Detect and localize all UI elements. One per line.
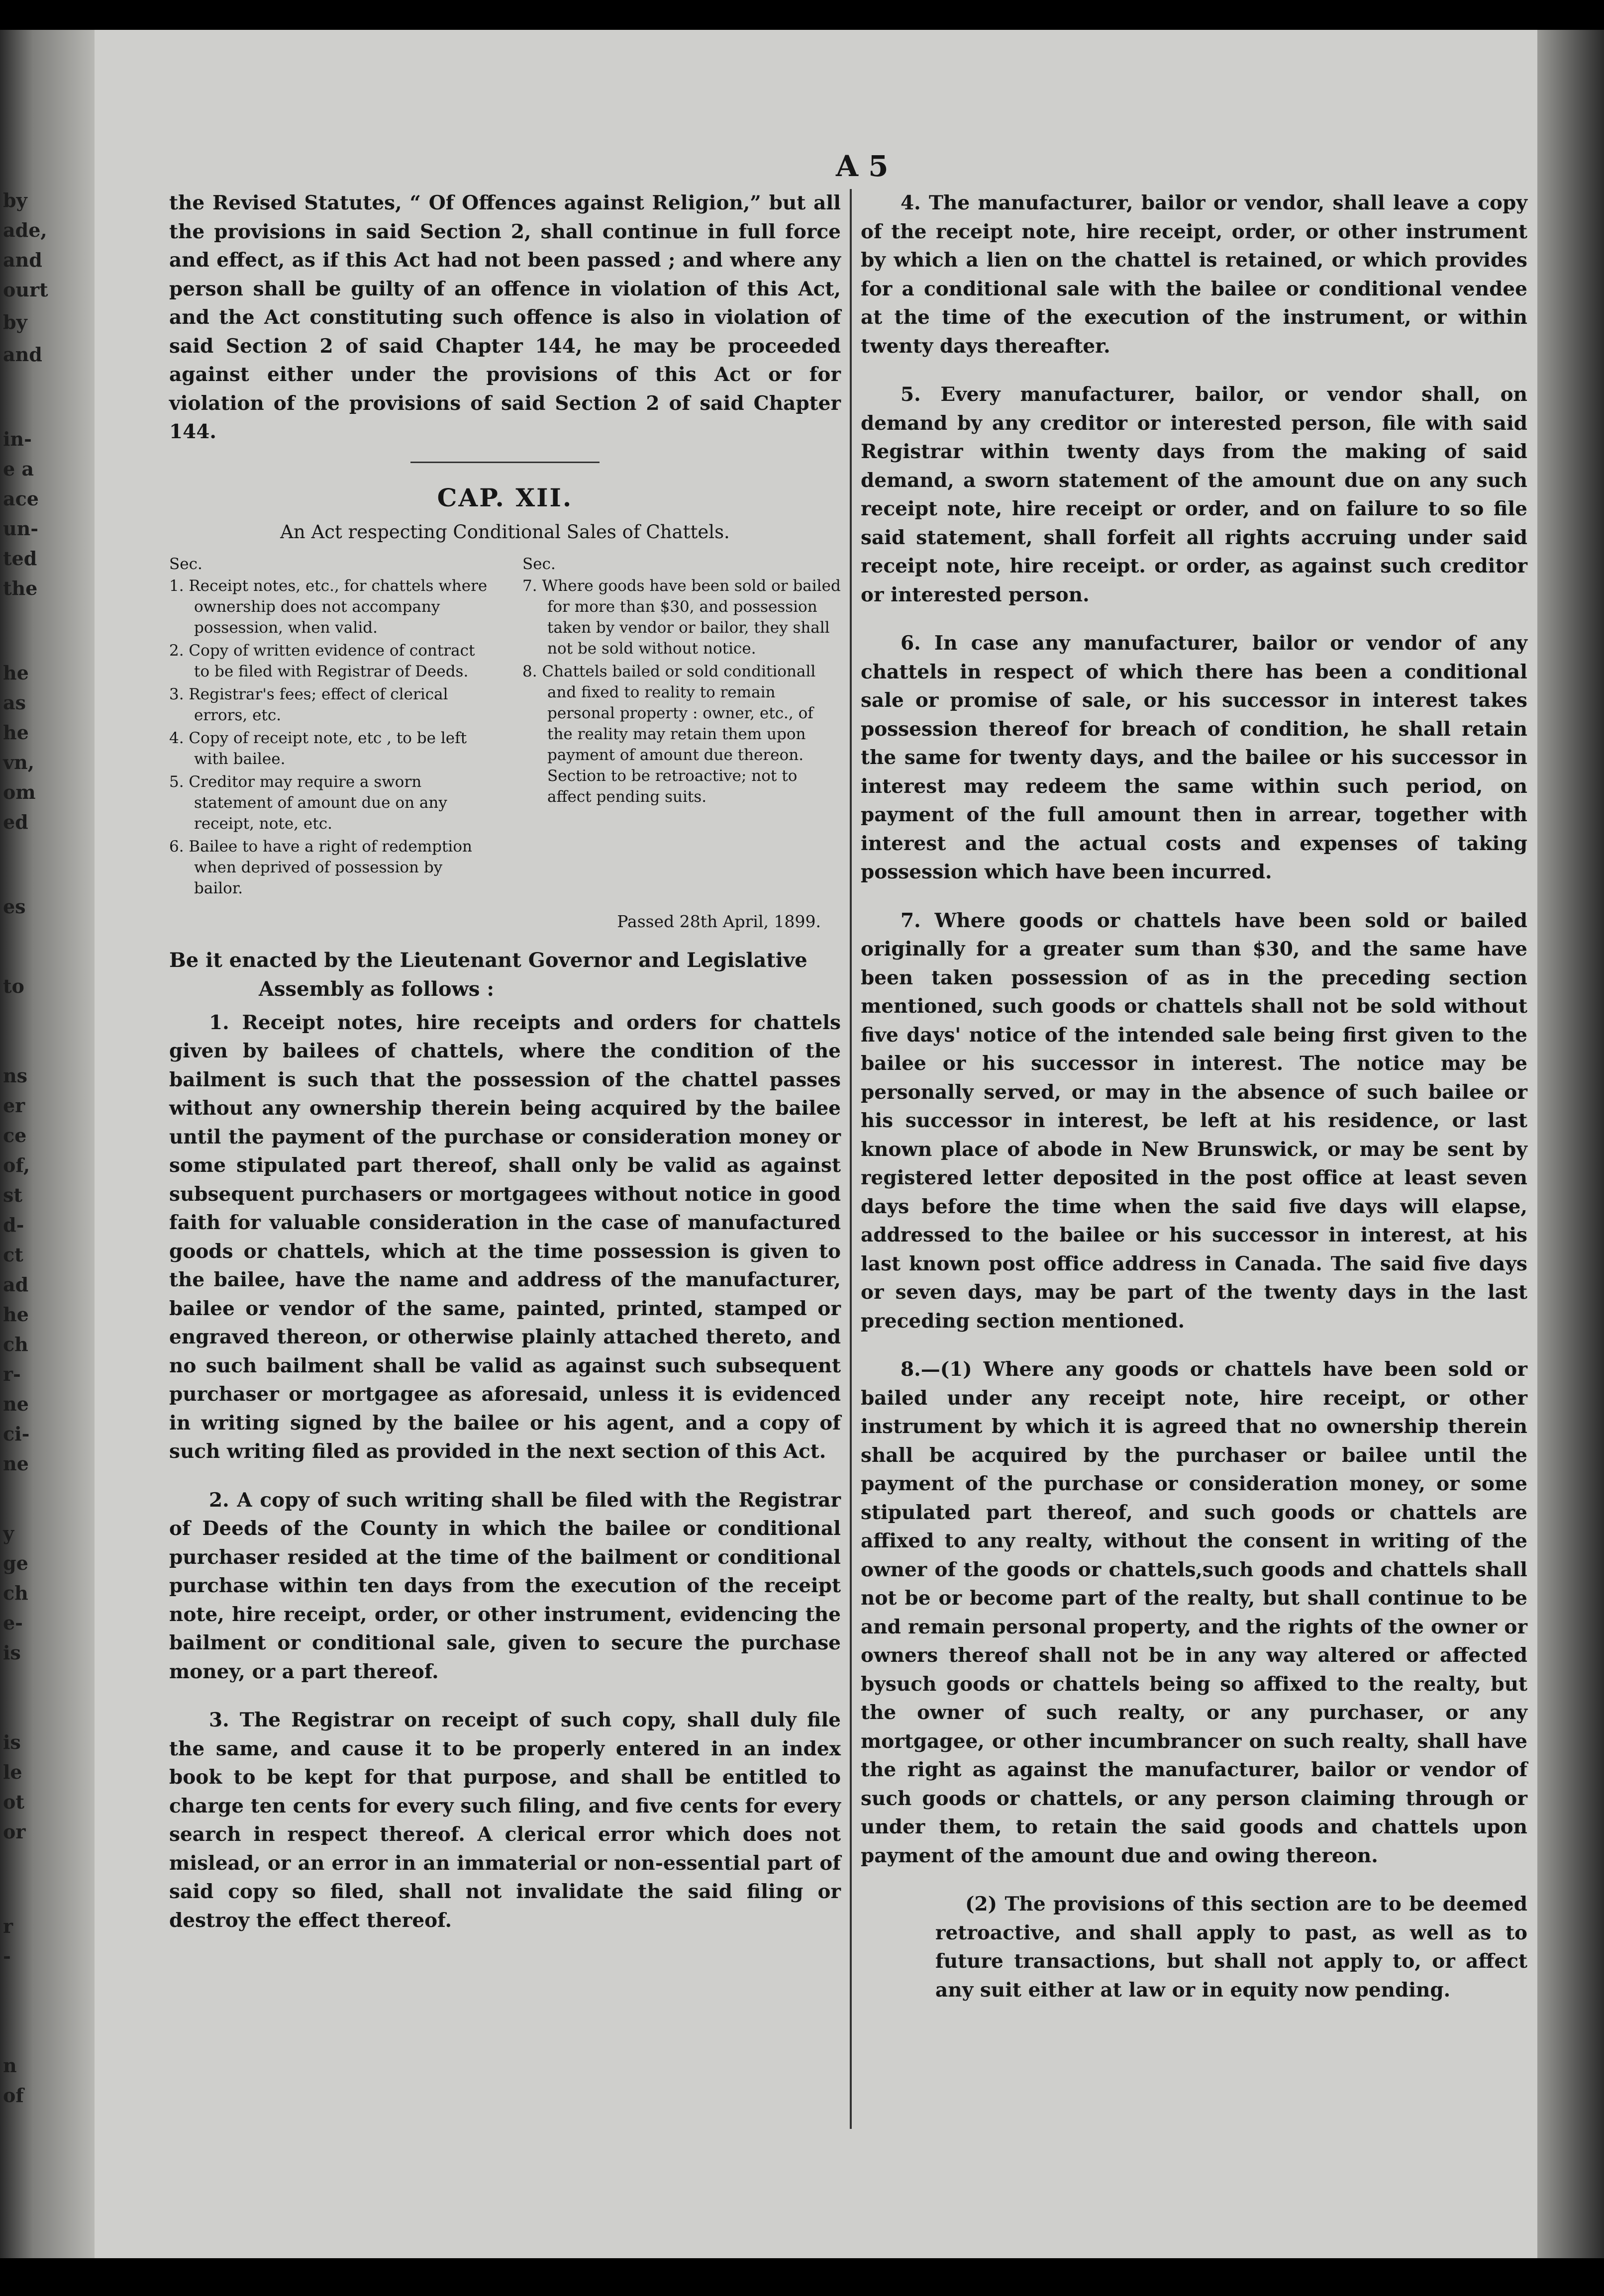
margin-fragment: is — [3, 1731, 21, 1753]
toc-item: 3. Registrar's fees; effect of clerical errors, etc. — [169, 685, 448, 724]
margin-fragment: or — [3, 1820, 26, 1843]
section-divider — [410, 462, 600, 463]
margin-fragment: le — [3, 1761, 22, 1783]
margin-fragment: ge — [3, 1552, 28, 1574]
margin-fragment: ot — [3, 1791, 24, 1813]
toc-item: 2. Copy of written evidence of contract to be filed with Registrar of Deeds. — [169, 641, 475, 680]
margin-fragment: st — [3, 1184, 22, 1206]
section-5: 5. Every manufacturer, bailor, or vendor shall, on demand by any creditor or interested person, file with said Registrar within twenty days from the making of said demand, a sworn statement of the amount due on any such receipt note, hire receipt or order, and on failure to so file said statement, shall forfeit all rights accruing under said receipt note, hire receipt. or order, as against such creditor or interested person. — [861, 383, 1527, 606]
margin-fragment: is — [3, 1641, 21, 1664]
margin-fragment: ed — [3, 811, 28, 833]
margin-fragment: and — [3, 249, 42, 271]
margin-fragment: ted — [3, 547, 37, 570]
margin-fragment: y — [3, 1522, 14, 1544]
margin-fragment: by — [3, 311, 27, 333]
margin-fragment: ne — [3, 1452, 29, 1475]
margin-fragment: to — [3, 975, 24, 997]
page-number: A 5 — [836, 149, 889, 183]
margin-fragment: ne — [3, 1393, 29, 1415]
section-7: 7. Where goods or chattels have been sold or bailed originally for a greater sum than $30, and the same have been taken possession of as in the preceding section mentioned, such goods or chattels shall not be sold without five days' notice of the intended sale being first given to the bailee or his successor in interest. The notice may be personally served, or may in the absence of such bailee or his successor in interest, be left at his residence, or last known place of abode in New Brunswick, or may be sent by registered letter deposited in the post office at least seven days before the time when the said five days will elapse, addressed to the bailee or his successor in interest, at his last known post office address in Canada. The said five days or seven days, may be part of the twenty days in the last preceding section mentioned. — [861, 909, 1527, 1333]
toc-item: 5. Creditor may require a sworn statement of amount due on any receipt, note, etc. — [169, 772, 447, 833]
margin-fragment: ourt — [3, 279, 48, 301]
toc-item: 8. Chattels bailed or sold conditionall and fixed to reality to remain personal property : owner, etc., of the reality may retain them upon payment of amount due thereon. Section to be retroactive; not to affect pending suits. — [522, 662, 816, 806]
chapter-title: CAP. XII. — [437, 482, 573, 512]
margin-fragment: ace — [3, 487, 39, 510]
margin-fragment: of, — [3, 1154, 30, 1176]
margin-fragment: om — [3, 781, 36, 803]
margin-fragment: e a — [3, 458, 34, 480]
toc-item: 6. Bailee to have a right of redemption when deprived of possession by bailor. — [169, 837, 472, 897]
spacer — [861, 1336, 1527, 1355]
margin-fragment: es — [3, 895, 26, 918]
margin-fragment: as — [3, 691, 26, 714]
section-3: 3. The Registrar on receipt of such copy, shall duly file the same, and cause it to be properly entered in an index book to be kept for that purpose, and shall be entitled to charge ten cents for every such filing, and five cents for every search in respect thereof. A clerical error which does not mislead, or an error in an immaterial or non-essential part of said copy so filed, shall not invalidate the said filing or destroy the effect thereof. — [169, 1709, 841, 1932]
column-divider — [850, 189, 852, 2129]
toc-column-right — [522, 554, 841, 901]
margin-fragment: he — [3, 662, 29, 684]
enacting-clause: Be it enacted by the Lieutenant Governor and Legislative Assembly as follows : — [169, 948, 807, 1001]
section-8-1: 8.—(1) Where any goods or chattels have been sold or bailed under any receipt note, hire receipt, or other instrument by which it is agreed that no ownership therein shall be acquired by the purchaser or bailee until the payment of the purchase or consideration money, or some stipulated part thereof, and such goods or chattels are affixed to any realty, without the consent in writing of the owner of the goods or chattels,such goods and chattels shall not be or become part of the realty, but shall continue to be and remain personal property, and the rights of the owner or owners thereof shall not be in any way altered or affected bysuch goods or chattels being so affixed to the realty, but the owner of such realty, or any purchaser, or any mortgagee, or other incumbrancer on such realty, shall have the right as against the manufacturer, bailor or vendor of such goods or chattels, or any person claiming through or under them, to retain the said goods and chattels upon payment of the amount due and owing thereon. — [861, 1358, 1527, 1867]
margin-fragment: ns — [3, 1064, 28, 1087]
margin-fragment: r — [3, 1915, 13, 1937]
margin-fragment: he — [3, 1303, 29, 1326]
passed-date: Passed 28th April, 1899. — [617, 911, 821, 931]
margin-fragment: ade, — [3, 219, 47, 241]
section-8-2: (2) The provisions of this section are to be deemed retroactive, and shall apply to past, as well as to future transactions, but shall not apply to, or affect any suit either at law or in equity now pending. — [935, 1893, 1527, 2002]
margin-fragment: he — [3, 721, 29, 744]
section-4: 4. The manufacturer, bailor or vendor, shall leave a copy of the receipt note, hire receipt, order, or other instrument by which a lien on the chattel is retained, or which provides for a conditional sale with the bailee or conditional vendee at the time of the execution of the instrument, or within twenty days thereafter. — [861, 191, 1527, 358]
spacer — [861, 1870, 1527, 1890]
margin-fragment: by — [3, 189, 27, 211]
act-title: An Act respecting Conditional Sales of Chattels. — [280, 521, 730, 543]
spacer — [169, 1686, 841, 1706]
margin-fragment: - — [3, 1945, 11, 1967]
margin-fragment: and — [3, 343, 42, 366]
toc-heading: Sec. — [169, 555, 202, 573]
table-of-sections — [169, 554, 841, 901]
margin-fragment: n — [3, 2054, 17, 2077]
spacer — [861, 361, 1527, 381]
margin-fragment: of — [3, 2084, 24, 2106]
margin-fragment: ch — [3, 1582, 28, 1604]
spacer — [169, 1466, 841, 1486]
section-6: 6. In case any manufacturer, bailor or vendor of any chattels in respect of which there has been a conditional sale or promise of sale, or his successor in interest takes possession thereof for breach of condition, he shall retain the same for twenty days, and the bailee or his successor in interest may redeem the same within such period, on payment of the full amount then in arrear, together with interest and the actual costs and expenses of taking possession which have been incurred. — [861, 632, 1527, 883]
section-2: 2. A copy of such writing shall be filed with the Registrar of Deeds of the County in which the bailee or conditional purchaser resided at the time of the bailment or conditional purchase within ten days from the execution of the receipt note, hire receipt, order, or other instrument, evidencing the bailment or conditional sale, given to secure the purchase money, or a part thereof. — [169, 1488, 841, 1683]
toc-item: 7. Where goods have been sold or bailed for more than $30, and possession taken by vendor or bailor, they shall not be sold without notice. — [522, 576, 841, 658]
margin-fragment: vn, — [3, 751, 34, 773]
margin-fragment: un- — [3, 517, 39, 540]
spacer — [861, 887, 1527, 907]
margin-fragment: in- — [3, 428, 32, 450]
right-column — [861, 189, 1527, 2005]
margin-fragment: ct — [3, 1244, 23, 1266]
page-binding-edge — [1537, 30, 1604, 2258]
margin-fragment: r- — [3, 1363, 21, 1385]
section-1: 1. Receipt notes, hire receipts and orders for chattels given by bailees of chattels, where the condition of the bailment is such that the possession of the chattel passes without any ownership therein being acquired by the bailee until the payment of the purchase or consideration money or some stipulated part thereof, shall only be valid as against subsequent purchasers or mortgagees without notice in good faith for valuable consideration in the case of manufactured goods or chattels, which at the time possession is given to the bailee, have the name and address of the manufacturer, bailee or vendor of the same, painted, printed, stamped or engraved thereon, or otherwise plainly attached thereto, and no such bailment shall be valid as against such subsequent purchaser or mortgagee as aforesaid, unless it is evidenced in writing signed by the bailee or his agent, and a copy of such writing filed as provided in the next section of this Act. — [169, 1011, 841, 1463]
margin-fragment: e- — [3, 1612, 23, 1634]
opening-paragraph: the Revised Statutes, “ Of Offences against Religion,” but all the provisions in said Section 2, shall continue in full force and effect, as if this Act had not been passed ; and where any person shall be guilty of an offence in violation of this Act, and the Act constituting such offence is also in violation of said Section 2 of said Chapter 144, he may be proceeded against either under the provisions of this Act or for violation of the provisions of said Section 2 of said Chapter 144. — [169, 191, 841, 443]
toc-item: 4. Copy of receipt note, etc , to be left with bailee. — [169, 729, 467, 768]
toc-heading: Sec. — [522, 555, 556, 573]
margin-fragment: d- — [3, 1214, 24, 1236]
margin-fragment: ci- — [3, 1423, 30, 1445]
toc-item: 1. Receipt notes, etc., for chattels where ownership does not accompany possession, when valid. — [169, 576, 488, 637]
toc-column-left — [169, 554, 488, 901]
margin-fragment: ad — [3, 1273, 29, 1296]
margin-fragment: the — [3, 577, 38, 599]
margin-fragment: ce — [3, 1124, 27, 1147]
left-column — [169, 189, 841, 1935]
margin-fragment: ch — [3, 1333, 28, 1355]
spacer — [861, 609, 1527, 629]
margin-fragment: er — [3, 1094, 25, 1117]
